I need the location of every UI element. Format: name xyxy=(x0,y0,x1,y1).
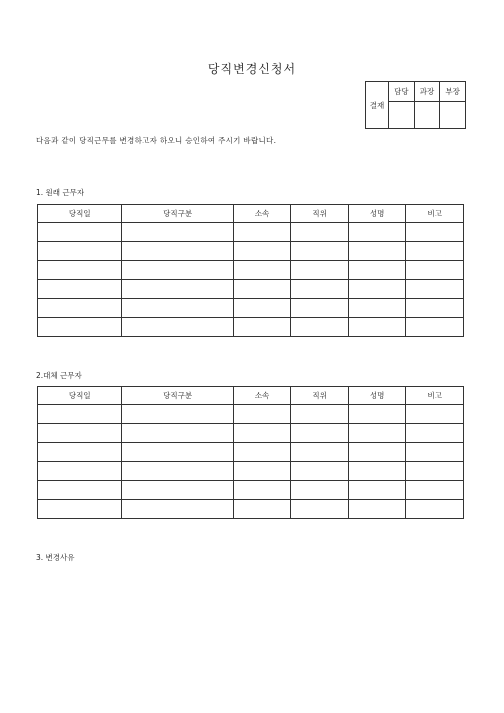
table-cell[interactable] xyxy=(233,462,291,481)
table-cell[interactable] xyxy=(38,242,122,261)
table-cell[interactable] xyxy=(406,318,464,337)
section-substitute-worker: 2.대체 근무자 xyxy=(36,371,82,380)
intro-text: 다음과 같이 당직근무를 변경하고자 하오니 승인하여 주시기 바랍니다. xyxy=(36,136,277,145)
table-cell[interactable] xyxy=(406,405,464,424)
table-cell[interactable] xyxy=(348,223,406,242)
table-cell[interactable] xyxy=(348,318,406,337)
table-cell[interactable] xyxy=(291,318,349,337)
col-remarks: 비고 xyxy=(406,387,464,405)
table-cell[interactable] xyxy=(291,280,349,299)
table-cell[interactable] xyxy=(233,299,291,318)
table-cell[interactable] xyxy=(233,405,291,424)
table-cell[interactable] xyxy=(406,223,464,242)
table-cell[interactable] xyxy=(406,299,464,318)
col-name: 성명 xyxy=(348,205,406,223)
approval-sign-staff[interactable] xyxy=(389,102,415,129)
table-cell[interactable] xyxy=(406,481,464,500)
table-cell[interactable] xyxy=(38,299,122,318)
table-cell[interactable] xyxy=(291,299,349,318)
table-cell[interactable] xyxy=(233,280,291,299)
table-row xyxy=(38,424,464,443)
table-cell[interactable] xyxy=(406,500,464,519)
table-cell[interactable] xyxy=(122,500,233,519)
table-cell[interactable] xyxy=(348,424,406,443)
table-cell[interactable] xyxy=(38,500,122,519)
table-cell[interactable] xyxy=(291,261,349,280)
table-cell[interactable] xyxy=(291,424,349,443)
original-worker-rows xyxy=(38,223,464,337)
table-cell[interactable] xyxy=(122,405,233,424)
table-cell[interactable] xyxy=(122,242,233,261)
page-title: 당직변경신청서 xyxy=(207,62,297,76)
table-cell[interactable] xyxy=(406,462,464,481)
table-cell[interactable] xyxy=(122,318,233,337)
approval-role-director: 부장 xyxy=(440,82,466,102)
table-cell[interactable] xyxy=(291,405,349,424)
table-cell[interactable] xyxy=(233,242,291,261)
table-cell[interactable] xyxy=(38,318,122,337)
table-cell[interactable] xyxy=(122,424,233,443)
section-change-reason: 3. 변경사유 xyxy=(36,553,75,562)
table-cell[interactable] xyxy=(38,424,122,443)
table-cell[interactable] xyxy=(348,280,406,299)
table-cell[interactable] xyxy=(291,443,349,462)
table-cell[interactable] xyxy=(348,500,406,519)
section-original-worker: 1. 원래 근무자 xyxy=(36,188,85,197)
table-cell[interactable] xyxy=(348,299,406,318)
table-cell[interactable] xyxy=(291,500,349,519)
approval-box xyxy=(365,81,466,129)
col-position: 직위 xyxy=(291,205,349,223)
table-row xyxy=(38,280,464,299)
table-cell[interactable] xyxy=(122,462,233,481)
col-remarks: 비고 xyxy=(406,205,464,223)
table-cell[interactable] xyxy=(348,462,406,481)
table-cell[interactable] xyxy=(291,223,349,242)
table-cell[interactable] xyxy=(38,223,122,242)
table-cell[interactable] xyxy=(233,223,291,242)
col-name: 성명 xyxy=(348,387,406,405)
table-row xyxy=(38,318,464,337)
col-duty-date: 당직일 xyxy=(38,387,122,405)
table-cell[interactable] xyxy=(348,405,406,424)
table-cell[interactable] xyxy=(233,424,291,443)
col-duty-type: 당직구분 xyxy=(122,205,233,223)
table-cell[interactable] xyxy=(406,280,464,299)
table-cell[interactable] xyxy=(122,443,233,462)
table-cell[interactable] xyxy=(38,481,122,500)
approval-role-manager: 과장 xyxy=(414,82,440,102)
approval-sign-manager[interactable] xyxy=(414,102,440,129)
original-worker-table xyxy=(37,204,464,337)
table-row xyxy=(38,261,464,280)
table-cell[interactable] xyxy=(348,481,406,500)
table-cell[interactable] xyxy=(233,481,291,500)
table-cell[interactable] xyxy=(406,261,464,280)
approval-role-staff: 담당 xyxy=(389,82,415,102)
table-cell[interactable] xyxy=(348,242,406,261)
table-row xyxy=(38,500,464,519)
table-cell[interactable] xyxy=(122,261,233,280)
table-row xyxy=(38,299,464,318)
approval-label: 결재 xyxy=(366,82,389,129)
table-cell[interactable] xyxy=(38,405,122,424)
substitute-worker-table xyxy=(37,386,464,519)
col-duty-date: 당직일 xyxy=(38,205,122,223)
table-row xyxy=(38,462,464,481)
table-cell[interactable] xyxy=(233,318,291,337)
table-row xyxy=(38,481,464,500)
col-duty-type: 당직구분 xyxy=(122,387,233,405)
table-cell[interactable] xyxy=(291,242,349,261)
table-cell[interactable] xyxy=(38,443,122,462)
table-cell[interactable] xyxy=(406,242,464,261)
approval-sign-director[interactable] xyxy=(440,102,466,129)
table-cell[interactable] xyxy=(38,462,122,481)
col-department: 소속 xyxy=(233,205,291,223)
table-cell[interactable] xyxy=(122,481,233,500)
table-cell[interactable] xyxy=(233,261,291,280)
table-row xyxy=(38,443,464,462)
table-cell[interactable] xyxy=(233,500,291,519)
col-department: 소속 xyxy=(233,387,291,405)
table-cell[interactable] xyxy=(406,443,464,462)
table-cell[interactable] xyxy=(122,280,233,299)
substitute-worker-rows xyxy=(38,405,464,519)
table-cell[interactable] xyxy=(348,443,406,462)
table-row xyxy=(38,405,464,424)
table-cell[interactable] xyxy=(406,424,464,443)
table-cell[interactable] xyxy=(38,261,122,280)
table-cell[interactable] xyxy=(348,261,406,280)
table-cell[interactable] xyxy=(291,462,349,481)
table-cell[interactable] xyxy=(122,223,233,242)
table-row xyxy=(38,242,464,261)
table-cell[interactable] xyxy=(291,481,349,500)
col-position: 직위 xyxy=(291,387,349,405)
table-cell[interactable] xyxy=(122,299,233,318)
table-row xyxy=(38,223,464,242)
table-cell[interactable] xyxy=(233,443,291,462)
table-cell[interactable] xyxy=(38,280,122,299)
